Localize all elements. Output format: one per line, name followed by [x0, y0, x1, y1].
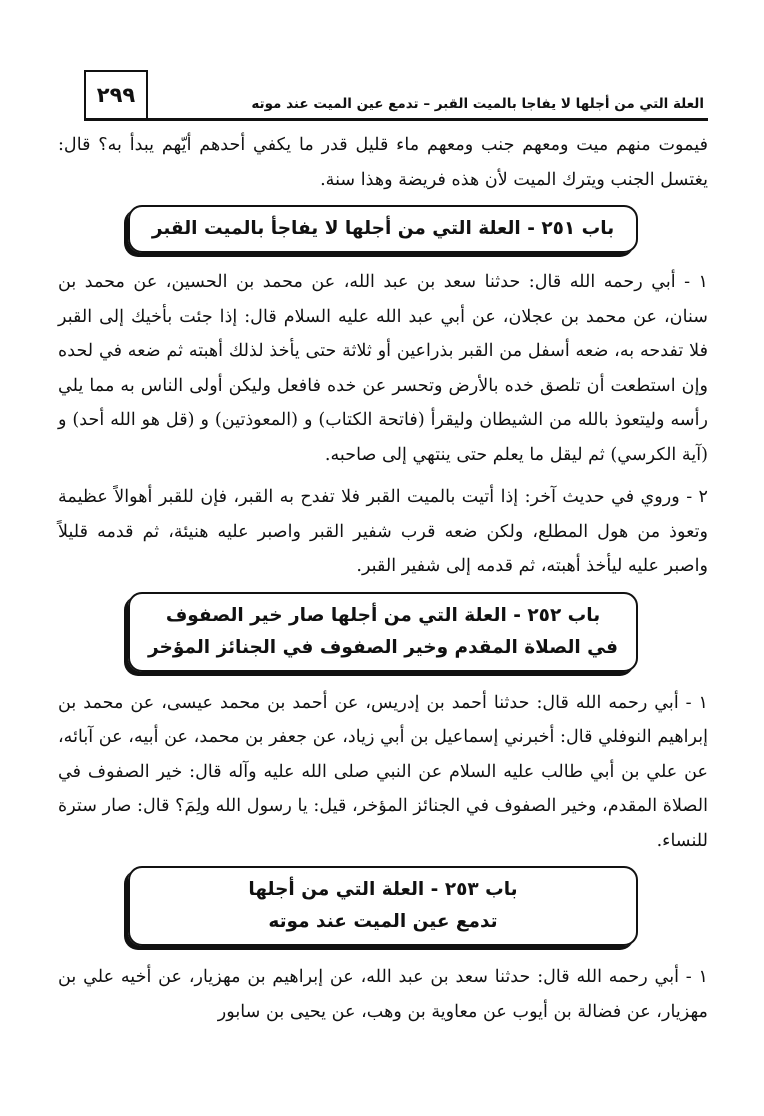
chapter-heading-252 [128, 592, 638, 672]
chapter-heading-line: تدمع عين الميت عند موته [268, 911, 498, 932]
chapter-heading-line: باب ٢٥٣ - العلة التي من أجلها [248, 879, 518, 900]
chapter-heading-line: في الصلاة المقدم وخير الصفوف في الجنائز المؤخر [148, 636, 618, 658]
chapter-heading-line: باب ٢٥١ - العلة التي من أجلها لا يفاجأ بالميت القبر [151, 218, 615, 239]
running-title: العلة التي من أجلها لا يفاجا بالميت القبر – تدمع عين الميت عند موته [251, 96, 704, 112]
page-number: ٢٩٩ [84, 70, 148, 118]
chapter-heading-253 [128, 866, 638, 946]
chapter-heading-251 [128, 205, 638, 253]
page-header [84, 66, 708, 121]
hadith-253-1: ١ - أبي رحمه الله قال: حدثنا سعد بن عبد الله، عن إبراهيم بن مهزيار، عن أخيه علي بن مهزيار، عن فضالة بن أيوب عن معاوية بن وهب، عن يحيى بن سابور [58, 967, 708, 1022]
page-body [58, 128, 708, 1037]
paragraph-continuation: فيموت منهم ميت ومعهم جنب ومعهم ماء قليل قدر ما يكفي أحدهم أيّهم يبدأ به؟ قال: يغتسل الجنب ويترك الميت لأن هذه فريضة وهذا سنة. [58, 135, 708, 190]
hadith-251-2: ٢ - وروي في حديث آخر: إذا أتيت بالميت القبر فلا تفدح به القبر، فإن للقبر أهوالاً عظيمة وتعوذ من هول المطلع، ولكن ضعه قرب شفير القبر واصبر عليه هنيئة، ثم قدمه قليلاً واصبر عليه ليأخذ أهبته، ثم قدمه إلى شفير القبر. [58, 487, 708, 576]
hadith-251-1: ١ - أبي رحمه الله قال: حدثنا سعد بن عبد الله، عن محمد بن الحسين، عن محمد بن سنان، عن محمد بن عجلان، عن أبي عبد الله عليه السلام قال: إذا جئت بأخيك إلى القبر فلا تفدحه به، ضعه أسفل من القبر بذراعين أو ثلاثة حتى يأخذ لذلك أهبته ثم ضعه في لحده وإن استطعت أن تلصق خده بالأرض وتحسر عن خده فافعل وليكن أولى الناس به مما يلي رأسه وليتعوذ بالله من الشيطان وليقرأ (فاتحة الكتاب) و (المعوذتين) و (قل هو الله أحد) و (آية الكرسي) ثم ليقل ما يعلم حتى ينتهي إلى صاحبه. [58, 272, 708, 465]
chapter-heading-line: باب ٢٥٢ - العلة التي من أجلها صار خير الصفوف [165, 604, 601, 626]
hadith-252-1: ١ - أبي رحمه الله قال: حدثنا أحمد بن إدريس، عن أحمد بن محمد عيسى، عن محمد بن إبراهيم النوفلي قال: أخبرني إسماعيل بن أبي زياد، عن جعفر بن محمد، عن أبيه، عن آبائه، عن علي بن أبي طالب عليه السلام عن النبي صلى الله عليه وآله قال: خير الصفوف في الصلاة المقدم، وخير الصفوف في الجنائز المؤخر، قيل: يا رسول الله ولِمَ؟ قال: صار سترة للنساء. [58, 692, 708, 851]
